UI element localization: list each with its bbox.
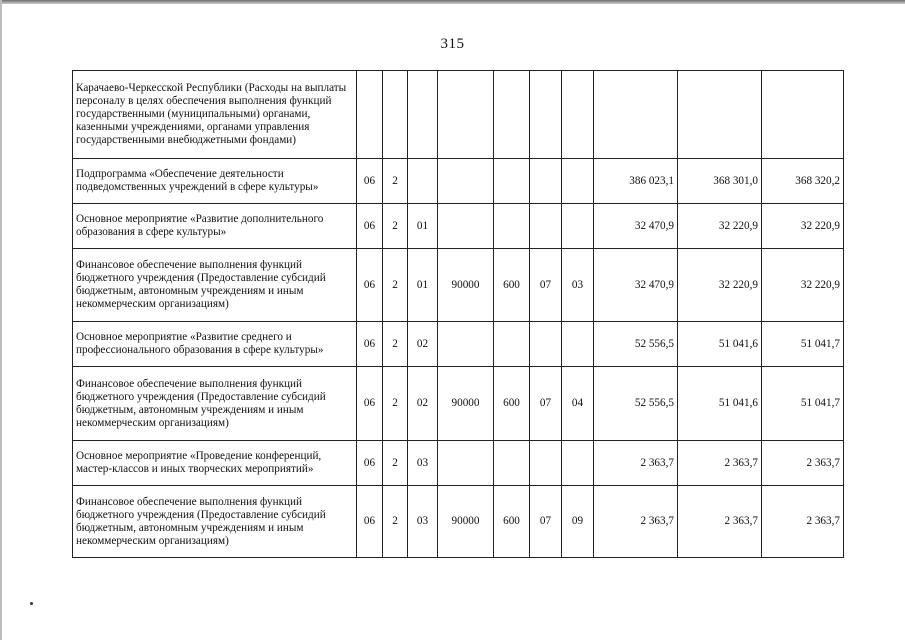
- expense-type-cell: [494, 204, 530, 249]
- subprogram-code-cell: 2: [383, 486, 408, 558]
- direction-code-cell: [438, 322, 494, 367]
- direction-code-cell: [438, 441, 494, 486]
- subsection-code-cell: [562, 204, 594, 249]
- scan-border-top: [0, 0, 905, 4]
- direction-code-cell: [438, 71, 494, 159]
- activity-code-cell: [408, 71, 438, 159]
- page-number: 315: [440, 36, 465, 52]
- subsection-code-cell: [562, 159, 594, 204]
- amount-year2-cell: 32 220,9: [678, 249, 762, 322]
- amount-year2-cell: 32 220,9: [678, 204, 762, 249]
- row-name-cell: Основное мероприятие «Развитие среднего и профессионального образования в сфере культуры»: [73, 322, 357, 367]
- table-row: [73, 249, 844, 322]
- subprogram-code-cell: 2: [383, 441, 408, 486]
- activity-code-cell: 03: [408, 441, 438, 486]
- row-name-cell: Основное мероприятие «Проведение конференций, мастер-классов и иных творческих мероприятий»: [73, 441, 357, 486]
- expense-type-cell: 600: [494, 367, 530, 441]
- amount-year2-cell: 51 041,6: [678, 322, 762, 367]
- section-code-cell: 06: [357, 486, 383, 558]
- direction-code-cell: [438, 204, 494, 249]
- subsection-code-cell: [562, 441, 594, 486]
- amount-year1-cell: 2 363,7: [594, 441, 678, 486]
- amount-year1-cell: 386 023,1: [594, 159, 678, 204]
- row-name-cell: Подпрограмма «Обеспечение деятельности подведомственных учреждений в сфере культуры»: [73, 159, 357, 204]
- budget-table: [72, 70, 844, 558]
- chapter-code-cell: [530, 204, 562, 249]
- expense-type-cell: [494, 71, 530, 159]
- expense-type-cell: [494, 159, 530, 204]
- direction-code-cell: 90000: [438, 249, 494, 322]
- chapter-code-cell: 07: [530, 486, 562, 558]
- activity-code-cell: 03: [408, 486, 438, 558]
- table-row: [73, 441, 844, 486]
- subprogram-code-cell: [383, 71, 408, 159]
- row-name-cell: Финансовое обеспечение выполнения функций бюджетного учреждения (Предоставление субсидий бюджетным, автономным учреждениям и иным некоммерческим организациям): [73, 486, 357, 558]
- expense-type-cell: 600: [494, 486, 530, 558]
- direction-code-cell: 90000: [438, 486, 494, 558]
- row-name-cell: Основное мероприятие «Развитие дополнительного образования в сфере культуры»: [73, 204, 357, 249]
- subsection-code-cell: 04: [562, 367, 594, 441]
- section-code-cell: 06: [357, 159, 383, 204]
- amount-year1-cell: 32 470,9: [594, 204, 678, 249]
- amount-year2-cell: 51 041,6: [678, 367, 762, 441]
- expense-type-cell: [494, 322, 530, 367]
- amount-year3-cell: 32 220,9: [762, 204, 844, 249]
- amount-year1-cell: 52 556,5: [594, 367, 678, 441]
- direction-code-cell: [438, 159, 494, 204]
- expense-type-cell: 600: [494, 249, 530, 322]
- subprogram-code-cell: 2: [383, 322, 408, 367]
- subsection-code-cell: 09: [562, 486, 594, 558]
- table-row: [73, 159, 844, 204]
- subprogram-code-cell: 2: [383, 249, 408, 322]
- activity-code-cell: 01: [408, 204, 438, 249]
- subprogram-code-cell: 2: [383, 159, 408, 204]
- row-name-cell: Финансовое обеспечение выполнения функций бюджетного учреждения (Предоставление субсидий бюджетным, автономным учреждениям и иным некоммерческим организациям): [73, 249, 357, 322]
- chapter-code-cell: [530, 159, 562, 204]
- chapter-code-cell: [530, 322, 562, 367]
- section-code-cell: [357, 71, 383, 159]
- amount-year1-cell: 52 556,5: [594, 322, 678, 367]
- amount-year2-cell: 2 363,7: [678, 441, 762, 486]
- amount-year1-cell: [594, 71, 678, 159]
- chapter-code-cell: 07: [530, 249, 562, 322]
- table-row: [73, 322, 844, 367]
- subsection-code-cell: [562, 322, 594, 367]
- table-row: [73, 204, 844, 249]
- scan-speck: [30, 602, 33, 605]
- chapter-code-cell: 07: [530, 367, 562, 441]
- amount-year2-cell: 368 301,0: [678, 159, 762, 204]
- amount-year3-cell: 2 363,7: [762, 441, 844, 486]
- amount-year2-cell: 2 363,7: [678, 486, 762, 558]
- amount-year1-cell: 2 363,7: [594, 486, 678, 558]
- subsection-code-cell: 03: [562, 249, 594, 322]
- amount-year3-cell: 368 320,2: [762, 159, 844, 204]
- activity-code-cell: [408, 159, 438, 204]
- row-name-cell: Финансовое обеспечение выполнения функций бюджетного учреждения (Предоставление субсидий бюджетным, автономным учреждениям и иным некоммерческим организациям): [73, 367, 357, 441]
- table-row: [73, 71, 844, 159]
- activity-code-cell: 02: [408, 367, 438, 441]
- activity-code-cell: 02: [408, 322, 438, 367]
- amount-year1-cell: 32 470,9: [594, 249, 678, 322]
- amount-year3-cell: [762, 71, 844, 159]
- direction-code-cell: 90000: [438, 367, 494, 441]
- amount-year2-cell: [678, 71, 762, 159]
- chapter-code-cell: [530, 71, 562, 159]
- section-code-cell: 06: [357, 367, 383, 441]
- amount-year3-cell: 51 041,7: [762, 322, 844, 367]
- section-code-cell: 06: [357, 322, 383, 367]
- amount-year3-cell: 51 041,7: [762, 367, 844, 441]
- amount-year3-cell: 32 220,9: [762, 249, 844, 322]
- subsection-code-cell: [562, 71, 594, 159]
- chapter-code-cell: [530, 441, 562, 486]
- scan-border-left: [0, 0, 2, 640]
- table-row: [73, 486, 844, 558]
- row-name-cell: Карачаево-Черкесской Республики (Расходы на выплаты персоналу в целях обеспечения выполнения функций государственными (муниципальными) органами, казенными учреждениями, органами управления государственными внебюджетными фондами): [73, 71, 357, 159]
- section-code-cell: 06: [357, 204, 383, 249]
- section-code-cell: 06: [357, 441, 383, 486]
- expense-type-cell: [494, 441, 530, 486]
- activity-code-cell: 01: [408, 249, 438, 322]
- subprogram-code-cell: 2: [383, 367, 408, 441]
- table-row: [73, 367, 844, 441]
- subprogram-code-cell: 2: [383, 204, 408, 249]
- amount-year3-cell: 2 363,7: [762, 486, 844, 558]
- section-code-cell: 06: [357, 249, 383, 322]
